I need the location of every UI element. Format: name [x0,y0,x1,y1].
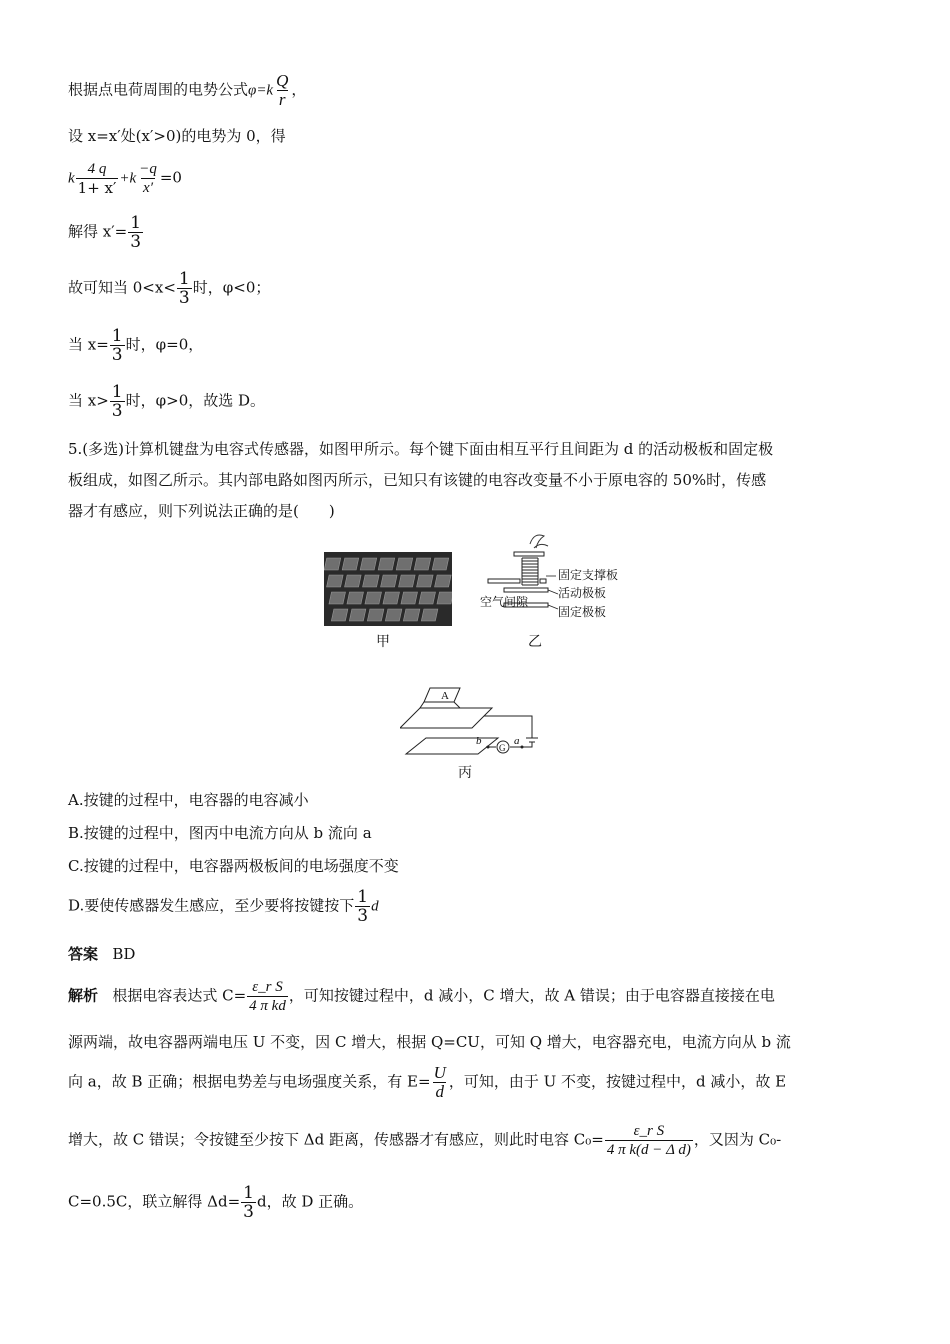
option-c: C.按键的过程中，电容器两极板间的电场强度不变 [68,857,399,875]
text: D.要使传感器发生感应，至少要将按键按下 [68,896,355,915]
key-label-a: A [441,690,449,702]
text: 向 a，故 B 正确；根据电势差与电场强度关系，有 E= [68,1072,431,1091]
text: 时，φ>0，故选 D。 [125,391,266,410]
denominator: d [435,1082,444,1101]
label-active: 活动极板 [558,586,607,600]
solution-line-1 [68,72,306,109]
denominator: x′ [143,180,153,196]
numerator: 1 [111,326,123,346]
fraction [177,270,192,307]
denominator: 3 [178,288,190,308]
solution-line-4 [68,214,144,251]
label-air: 空气间隙 [480,595,529,609]
numerator: 1 [130,213,142,233]
denominator: 3 [111,345,123,365]
variable-d: d [371,898,379,915]
key-structure-diagram [478,530,628,628]
denominator: r [278,90,286,109]
numerator: ε_r S [633,1123,665,1139]
solution-line-5 [68,270,270,307]
text: 故可知当 0<x< [68,278,176,297]
text: C=0.5C，联立解得 Δd= [68,1192,241,1211]
text: +k [119,170,137,187]
figure-caption-jia: 甲 [376,634,390,650]
denominator: 3 [111,401,123,421]
solution-line-2: 设 x=x′处(x′>0)的电势为 0，得 [68,127,286,145]
analysis-line-2: 源两端，故电容器两端电压 U 不变，因 C 增大，根据 Q=CU，可知 Q 增大，电容器充电，电流方向从 b 流 [68,1033,791,1051]
fraction [76,160,119,197]
circuit-diagram [400,680,550,760]
text: ，又因为 C₀- [693,1130,782,1149]
denominator: 3 [243,1202,254,1222]
fraction [247,978,288,1015]
fraction [432,1064,448,1101]
numerator: 1 [357,887,369,907]
option-b: B.按键的过程中，图丙中电流方向从 b 流向 a [68,824,372,842]
fraction [355,888,370,925]
fraction [128,214,143,251]
analysis-line-4 [68,1122,781,1159]
text: =0 [159,168,182,187]
question-stem [68,434,880,527]
text: 增大，故 C 错误；令按键至少按下 Δd 距离，传感器才有感应，则此时电容 C₀= [68,1130,604,1149]
numerator: 1 [243,1183,254,1203]
denominator: 4 π kd [249,998,286,1014]
text: 根据点电荷周围的电势公式 [68,80,249,99]
analysis-line-5 [68,1184,363,1221]
fraction [137,160,159,197]
numerator: U [433,1063,446,1082]
formula: φ=k [248,82,274,99]
numerator: 1 [111,382,123,402]
text: 根据电容表达式 C= [112,986,247,1005]
denominator: 3 [130,232,142,252]
text: 当 x> [68,391,109,410]
answer-value: BD [112,945,136,963]
text: d，故 D 正确。 [256,1192,364,1211]
option-a: A.按键的过程中，电容器的电容减小 [68,791,309,809]
numerator: −q [139,161,157,177]
text: 时，φ<0； [192,278,271,297]
solution-line-3 [68,160,182,197]
galvanometer-label: G [499,743,506,753]
text: ，可知，由于 U 不变，按键过程中，d 减小，故 E [448,1072,787,1091]
fraction [110,327,125,364]
analysis-label: 解析 [68,986,99,1005]
answer-line [68,944,135,964]
fraction [605,1122,693,1159]
option-d [68,888,379,925]
label-fixed: 固定极板 [558,605,607,619]
keyboard-photo [324,552,452,626]
figure-caption-bing: 丙 [458,765,472,781]
numerator: Q [276,71,289,90]
numerator: 1 [178,269,190,289]
label-support: 固定支撑板 [558,568,619,582]
denominator: 1+ x′ [77,179,117,197]
text: 当 x= [68,335,109,354]
text: 解得 x′= [68,222,128,241]
numerator: ε_r S [252,979,283,995]
text: ， [291,80,307,99]
fraction [241,1184,256,1221]
text: ，可知按键过程中，d 减小，C 增大，故 A 错误；由于电容器直接接在电 [288,986,775,1005]
fraction [274,72,290,109]
analysis-line-1 [68,978,775,1015]
answer-label: 答案 [68,945,99,963]
stem-line-2: 板组成，如图乙所示。其内部电路如图丙所示，已知只有该键的电容改变量不小于原电容的 50%时，传感 [68,471,767,489]
point-a-label: a [514,735,520,747]
solution-line-7 [68,383,265,420]
text: k [68,170,75,187]
solution-line-6 [68,327,203,364]
fraction [110,383,125,420]
analysis-line-3 [68,1064,786,1101]
figure-caption-yi: 乙 [528,634,542,650]
numerator: 4 q [87,161,107,177]
denominator: 3 [357,906,369,926]
stem-line-1: 5.(多选)计算机键盘为电容式传感器，如图甲所示。每个键下面由相互平行且间距为 d 的活动极板和固定极 [68,440,774,458]
denominator: 4 π k(d − Δ d) [606,1142,691,1158]
text: 时，φ=0， [125,335,204,354]
point-b-label: b [476,735,482,747]
stem-line-3: 器才有感应，则下列说法正确的是( ) [68,502,335,520]
